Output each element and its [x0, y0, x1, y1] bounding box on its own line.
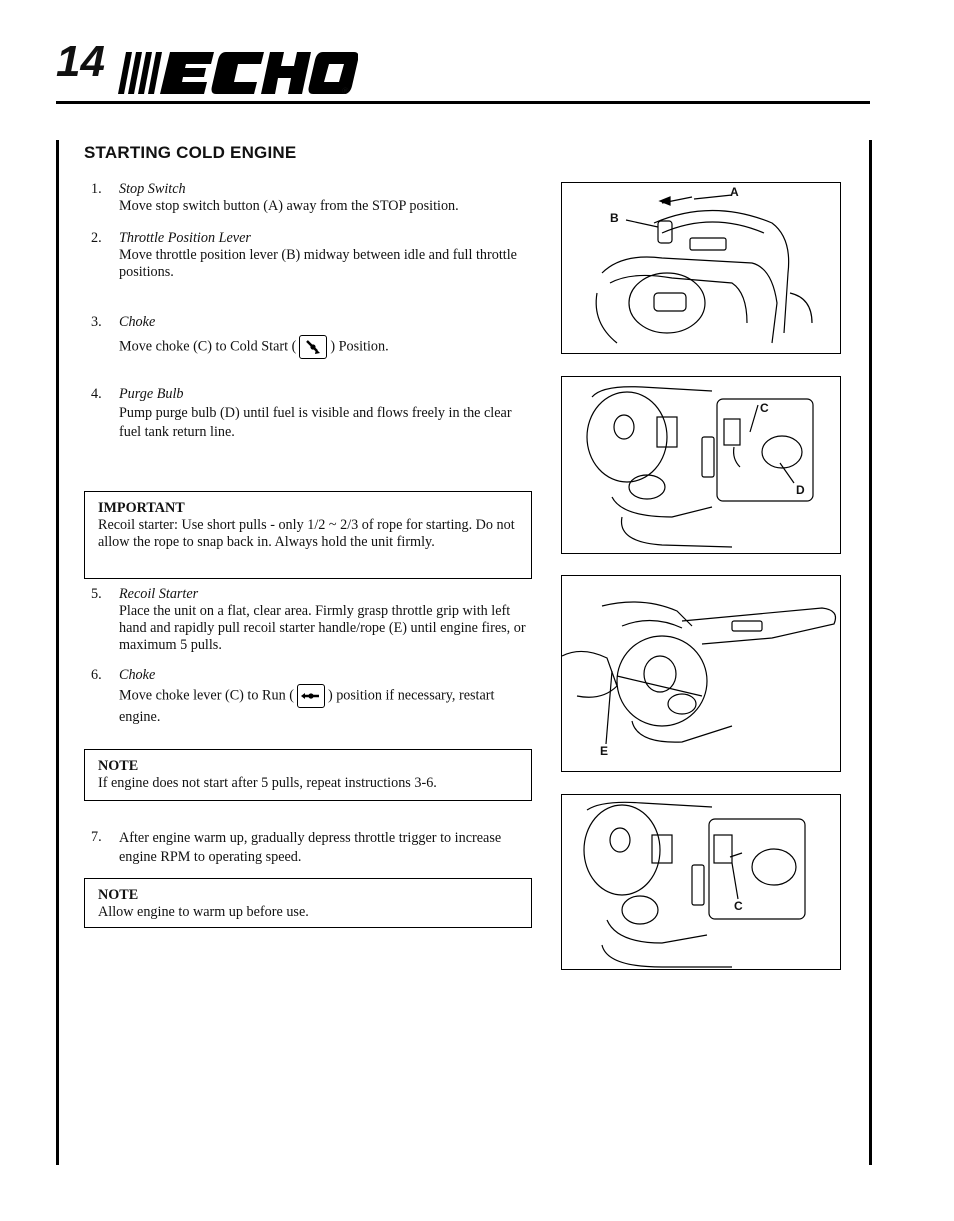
step-heading: Throttle Position Lever: [119, 230, 251, 246]
note-box-2: [84, 878, 532, 928]
step-6: [91, 667, 531, 726]
registered-mark: ®: [342, 86, 349, 96]
important-title: IMPORTANT: [98, 500, 185, 516]
step-number: 1.: [91, 181, 102, 197]
step-number: 7.: [91, 829, 102, 845]
figure-choke-run: [561, 794, 841, 970]
header-rule: [56, 101, 870, 104]
step-heading: Stop Switch: [119, 181, 186, 197]
step-5: [91, 586, 531, 654]
callout-d: D: [796, 483, 805, 497]
step-text: Pump purge bulb (D) until fuel is visible and flows freely in the clear fuel tank return line.: [119, 405, 512, 440]
figure-stop-switch: [561, 182, 841, 354]
step-text-after: ) Position.: [330, 338, 389, 355]
callout-b: B: [610, 211, 619, 225]
callout-c: C: [734, 899, 743, 913]
step-number: 2.: [91, 230, 102, 246]
section-title: STARTING COLD ENGINE: [84, 143, 297, 162]
callout-a: A: [730, 185, 739, 199]
step-heading: Choke: [119, 314, 156, 330]
note-title: NOTE: [98, 758, 139, 774]
step-text: Place the unit on a flat, clear area. Firmly grasp throttle grip with left hand and rapidly pull recoil starter handle/rope (E) until engine fires, or maximum 5 pulls.: [119, 603, 526, 653]
figure-choke-purge-bulb: [561, 376, 841, 554]
important-box: [84, 491, 532, 579]
step-text: Move stop switch button (A) away from the STOP position.: [119, 198, 459, 214]
figure-recoil-starter: [561, 575, 841, 772]
callout-c: C: [760, 401, 769, 415]
step-1: [91, 181, 531, 215]
note-text: If engine does not start after 5 pulls, repeat instructions 3-6.: [98, 775, 437, 791]
choke-cold-start-icon: [299, 335, 327, 359]
step-number: 4.: [91, 386, 102, 402]
right-margin-bar: [869, 140, 872, 1165]
page-number: 14: [56, 37, 105, 86]
step-4: [91, 386, 531, 442]
step-text-before: Move choke (C) to Cold Start (: [119, 338, 297, 355]
step-text: Move throttle position lever (B) midway between idle and full throttle positions.: [119, 247, 517, 280]
left-margin-bar: [56, 140, 59, 1165]
step-number: 5.: [91, 586, 102, 602]
step-heading: Choke: [119, 667, 156, 683]
step-2: [91, 230, 531, 281]
step-number: 6.: [91, 667, 102, 683]
step-text-before: Move choke lever (C) to Run (: [119, 687, 294, 704]
step-heading: Recoil Starter: [119, 586, 199, 602]
callout-e: E: [600, 744, 609, 758]
step-number: 3.: [91, 314, 102, 330]
step-7: [91, 829, 531, 867]
note-text: Allow engine to warm up before use.: [98, 904, 309, 920]
echo-logo: [118, 44, 358, 98]
note-box-1: [84, 749, 532, 801]
important-text: Recoil starter: Use short pulls - only 1/2 ~ 2/3 of rope for starting. Do not allow the rope to snap back in. Always hold the unit firmly.: [98, 517, 515, 550]
step-3: [91, 314, 531, 359]
choke-run-icon: [297, 684, 325, 708]
step-text-after: ) position if necessary, restart engine.: [119, 687, 495, 725]
step-heading: Purge Bulb: [119, 386, 184, 402]
note-title: NOTE: [98, 887, 139, 903]
step-text: After engine warm up, gradually depress throttle trigger to increase engine RPM to operating speed.: [119, 830, 502, 865]
